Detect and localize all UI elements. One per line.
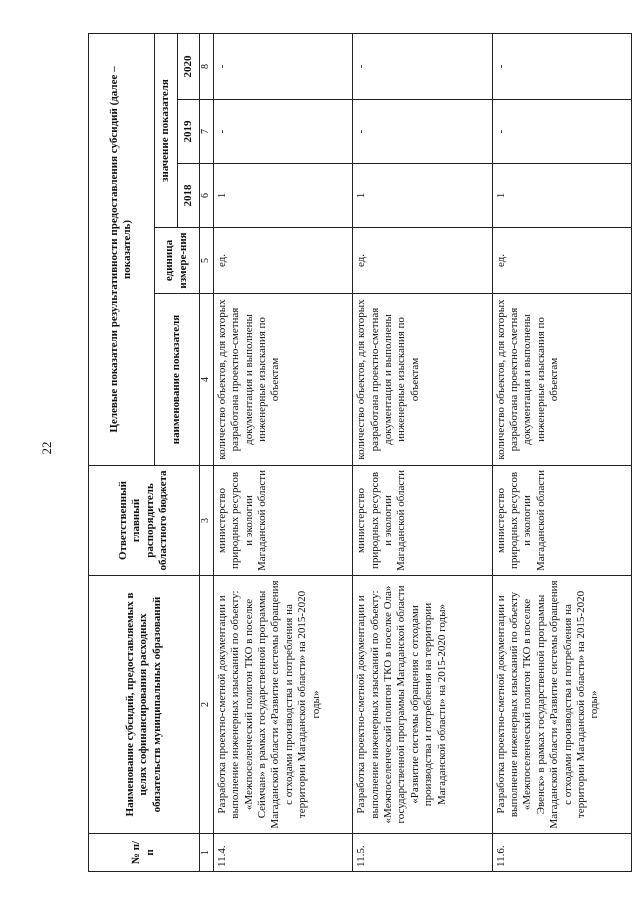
subsidy-name: Разработка проектно-сметной документации и выполнение инженерных изысканий по объекту «Межпоселенческий полигон ТКО в поселке Эвенск» в рамках государственной программы Магаданской области «Развитие системы обращения с отходами производства и потребления на территории Магаданской области» на 2015-2020 годы» — [492, 576, 631, 834]
value-2020: - — [213, 34, 352, 100]
responsible-body: министерство природных ресурсов и экологии Магаданской области — [492, 466, 631, 576]
header-no: № п/п — [89, 834, 200, 872]
value-2019: - — [492, 100, 631, 164]
indicator-name: количество объектов, для которых разработана проектно-сметная документация и выполнены инженерные изыскания по объектам — [213, 294, 352, 466]
value-2020: - — [492, 34, 631, 100]
header-2018: 2018 — [178, 164, 199, 228]
value-2019: - — [213, 100, 352, 164]
column-number-row — [199, 34, 213, 872]
column-number: 2 — [199, 576, 213, 834]
row-number: 11.6. — [492, 834, 631, 872]
row-number: 11.5. — [353, 834, 492, 872]
rotated-table-container — [88, 34, 632, 872]
column-number: 1 — [199, 834, 213, 872]
header-2020: 2020 — [178, 34, 199, 100]
column-number: 8 — [199, 34, 213, 100]
header-value: значение показателя — [154, 34, 177, 228]
value-2020: - — [353, 34, 492, 100]
header-target-indicators: Целевые показатели результативности предоставления субсидий (далее – показатель) — [89, 34, 155, 466]
subsidy-table — [88, 33, 632, 872]
header-responsible: Ответственный главный распорядитель областного бюджета — [89, 466, 200, 576]
header-subsidy-name: Наименование субсидий, предоставляемых в целях софинансирования расходных обязательств муниципальных образований — [89, 576, 200, 834]
subsidy-name: Разработка проектно-сметной документации и выполнение инженерных изысканий по объекту: «Межпоселенческий полигон ТКО в поселке Сеймчан» в рамках государственной программы Магаданской области «Развитие системы обращения с отходами производства и потребления на территории Магаданской области» на 2015-2020 годы» — [213, 576, 352, 834]
unit: ед. — [353, 228, 492, 294]
row-number: 11.4. — [213, 834, 352, 872]
page-number: 22 — [39, 441, 54, 455]
column-number: 5 — [199, 228, 213, 294]
header-unit: единица измере-ния — [154, 228, 199, 294]
value-2018: 1 — [492, 164, 631, 228]
subsidy-name: Разработка проектно-сметной документации и выполнение инженерных изысканий по объекту: «Межпоселенческий полигон ТКО в поселке Ола» государственной программы Магаданской области «Развитие системы обращения с отходами производства и потребления на территории Магаданской области» на 2015-2020 годы» — [353, 576, 492, 834]
column-number: 7 — [199, 100, 213, 164]
header-2019: 2019 — [178, 100, 199, 164]
column-number: 4 — [199, 294, 213, 466]
unit: ед. — [492, 228, 631, 294]
header-indicator-name: наименование показателя — [154, 294, 199, 466]
column-number: 3 — [199, 466, 213, 576]
table-row — [213, 34, 352, 872]
value-2018: 1 — [213, 164, 352, 228]
column-number: 6 — [199, 164, 213, 228]
responsible-body: министерство природных ресурсов и экологии Магаданской области — [353, 466, 492, 576]
value-2018: 1 — [353, 164, 492, 228]
indicator-name: количество объектов, для которых разработана проектно-сметная документация и выполнены инженерные изыскания по объектам — [353, 294, 492, 466]
indicator-name: количество объектов, для которых разработана проектно-сметная документация и выполнены инженерные изыскания по объектам — [492, 294, 631, 466]
responsible-body: министерство природных ресурсов и экологии Магаданской области — [213, 466, 352, 576]
value-2019: - — [353, 100, 492, 164]
unit: ед. — [213, 228, 352, 294]
table-row — [492, 34, 631, 872]
table-row — [353, 34, 492, 872]
